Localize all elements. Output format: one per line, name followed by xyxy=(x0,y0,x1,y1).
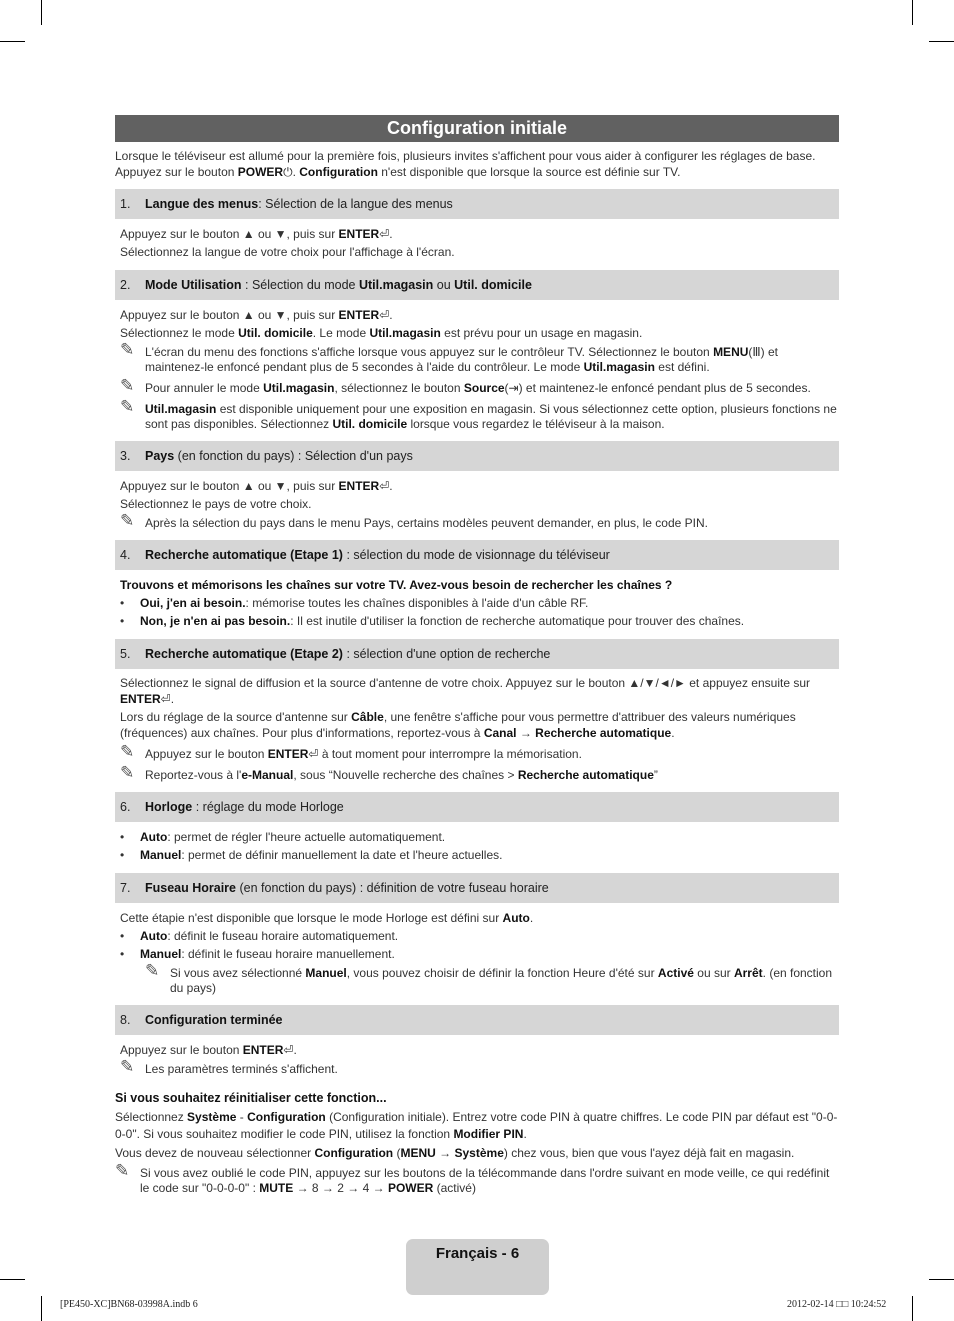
note: ✎ Si vous avez oublié le code PIN, appuyez sur les boutons de la télécommande dans l'ordre suivant en mode veille, ce qui redéfinit le code sur "0-0-0-0" : MUTE → 8 → 2 → 4 → POWER (activé) xyxy=(115,1161,830,1195)
list-item: • Oui, j'en ai besoin.: mémorise toutes les chaînes disponibles à l'aide d'un câble RF. xyxy=(120,596,589,610)
step-7-header: 7. Fuseau Horaire (en fonction du pays) : définition de votre fuseau horaire xyxy=(115,873,839,903)
crop-mark xyxy=(41,1296,42,1321)
note: ✎ Util.magasin est disponible uniquement pour une exposition en magasin. Si vous sélectionnez cette option, plusieurs fonctions ne sont pas disponibles. Sélectionnez Util. domicile lorsque vous regardez le téléviseur à la maison. xyxy=(120,397,837,431)
note-icon: ✎ xyxy=(120,511,135,530)
page-number-tab: Français - 6 xyxy=(406,1239,549,1295)
enter-icon: ⏎ xyxy=(308,747,319,761)
note: ✎ L'écran du menu des fonctions s'affiche lorsque vous appuyez sur le contrôleur TV. Sélectionnez le bouton MENU(Ⅲ) et maintenez-le enfoncé pendant plus de 5 secondes à l'aide du contrôleur. Le mode Util.magasin est défini. xyxy=(120,340,779,374)
enter-icon: ⏎ xyxy=(379,227,390,241)
date-imprint: 2012-02-14 □□ 10:24:52 xyxy=(787,1299,887,1310)
step-7-body: Cette étapie n'est disponible que lorsque le mode Horloge est défini sur Auto. • Auto: définit le fuseau horaire automatiquement. • Manuel: définit le fuseau horaire manuellement. ✎ Si vous avez sélectionné Manuel, vous pouvez choisir de définir la fonction Heure d'été sur Activé ou sur Arrêt. (en fonction du pays) xyxy=(115,909,839,996)
step-6-header: 6. Horloge : réglage du mode Horloge xyxy=(115,792,839,822)
step-5-body: Sélectionnez le signal de diffusion et la source d'antenne de votre choix. Appuyez sur le bouton ▲/▼/◄/► et appuyez ensuite sur ENTER⏎. Lors du réglage de la source d'antenne sur Câble, une fenêtre s'affiche pour vous permettre d'attribuer des valeurs numériques (fréquences) aux chaînes. Pour plus d'informations, reportez-vous à Canal → Recherche automatique. ✎ Appuyez sur le bouton ENTER⏎ à tout moment pour interrompre la mémorisation. ✎ Reportez-vous à l'e-Manual, sous “Nouvelle recherche des chaînes > Recherche automatique” xyxy=(115,675,839,783)
step-5-header: 5. Recherche automatique (Etape 2) : sélection d'une option de recherche xyxy=(115,639,839,669)
step-4-header: 4. Recherche automatique (Etape 1) : sélection du mode de visionnage du téléviseur xyxy=(115,540,839,570)
crop-mark xyxy=(41,0,42,25)
crop-mark xyxy=(912,1296,913,1321)
step-3-body: Appuyez sur le bouton ▲ ou ▼, puis sur ENTER⏎. Sélectionnez le pays de votre choix. ✎ Après la sélection du pays dans le menu Pays, certains modèles peuvent demander, en plus, le code PIN. xyxy=(115,477,839,531)
power-icon: ⏻ xyxy=(283,165,293,179)
step-3-header: 3. Pays (en fonction du pays) : Sélection d'un pays xyxy=(115,441,839,471)
intro-line: Appuyez sur le bouton POWER⏻. Configuration n'est disponible que lorsque la source est définie sur TV. xyxy=(115,165,681,179)
enter-icon: ⏎ xyxy=(160,692,171,706)
crop-mark xyxy=(912,0,913,25)
note: ✎ Les paramètres terminés s'affichent. xyxy=(120,1057,338,1076)
note-icon: ✎ xyxy=(115,1161,130,1180)
note: ✎ Pour annuler le mode Util.magasin, sélectionnez le bouton Source(⇥) et maintenez-le enfoncé pendant plus de 5 secondes. xyxy=(120,376,811,395)
intro-text xyxy=(115,148,839,180)
list-item: • Manuel: définit le fuseau horaire manuellement. xyxy=(120,947,395,961)
reset-body: Sélectionnez Système - Configuration (Configuration initiale). Entrez votre code PIN à quatre chiffres. Le code PIN par défaut est "0-0-0-0". Si vous souhaitez modifier le code PIN, utilisez la fonction Modifier PIN. Vous devez de nouveau sélectionner Configuration (MENU → Système) chez vous, bien que vous l'ayez déjà fait en magasin. ✎ Si vous avez oublié le code PIN, appuyez sur les boutons de la télécommande dans l'ordre suivant en mode veille, ce qui redéfinit le code sur "0-0-0-0" : MUTE → 8 → 2 → 4 → POWER (activé) xyxy=(115,1110,838,1195)
note-icon: ✎ xyxy=(120,1057,135,1076)
step-4-body: Trouvons et mémorisons les chaînes sur votre TV. Avez-vous besoin de rechercher les chaînes ? • Oui, j'en ai besoin.: mémorise toutes les chaînes disponibles à l'aide d'un câble RF. • Non, je n'en ai pas besoin.: Il est inutile d'utiliser la fonction de recherche automatique pour trouver des chaînes. xyxy=(115,576,839,630)
step-2-body: Appuyez sur le bouton ▲ ou ▼, puis sur ENTER⏎. Sélectionnez le mode Util. domicile. Le mode Util.magasin est prévu pour un usage en magasin. ✎ L'écran du menu des fonctions s'affiche lorsque vous appuyez sur le contrôleur TV. Sélectionnez le bouton MENU(Ⅲ) et maintenez-le enfoncé pendant plus de 5 secondes à l'aide du contrôleur. Le mode Util.magasin est défini. ✎ Pour annuler le mode Util.magasin, sélectionnez le bouton Source(⇥) et maintenez-le enfoncé pendant plus de 5 secondes. ✎ Util.magasin est disponible uniquement pour une exposition en magasin. Si vous sélectionnez cette option, plusieurs fonctions ne sont pas disponibles. Sélectionnez Util. domicile lorsque vous regardez le téléviseur à la maison. xyxy=(115,306,839,432)
note-icon: ✎ xyxy=(120,340,135,359)
crop-mark xyxy=(929,1279,954,1280)
note-icon: ✎ xyxy=(120,763,135,782)
list-item: • Manuel: permet de définir manuellement la date et l'heure actuelles. xyxy=(120,848,503,862)
note: ✎ Si vous avez sélectionné Manuel, vous pouvez choisir de définir la fonction Heure d'été sur Activé ou sur Arrêt. (en fonction du pays) xyxy=(145,961,833,995)
list-item: • Auto: définit le fuseau horaire automatiquement. xyxy=(120,929,399,943)
page-title: Configuration initiale xyxy=(115,115,839,142)
note-icon: ✎ xyxy=(120,397,135,416)
note: ✎ Appuyez sur le bouton ENTER⏎ à tout moment pour interrompre la mémorisation. xyxy=(120,742,582,761)
note: ✎ Après la sélection du pays dans le menu Pays, certains modèles peuvent demander, en plus, le code PIN. xyxy=(120,511,708,530)
list-item: • Non, je n'en ai pas besoin.: Il est inutile d'utiliser la fonction de recherche automatique pour trouver des chaînes. xyxy=(120,614,745,628)
intro-line: Lorsque le téléviseur est allumé pour la première fois, plusieurs invites s'affichent pour vous aider à configurer les réglages de base. xyxy=(115,149,816,163)
step-1-header: 1. Langue des menus: Sélection de la langue des menus xyxy=(115,189,839,219)
note-icon: ✎ xyxy=(120,376,135,395)
crop-mark xyxy=(0,1279,25,1280)
step-8-body: Appuyez sur le bouton ENTER⏎. ✎ Les paramètres terminés s'affichent. xyxy=(115,1041,839,1077)
page-content xyxy=(115,115,839,1196)
enter-icon: ⏎ xyxy=(283,1043,294,1057)
note-icon: ✎ xyxy=(145,961,160,980)
reset-heading: Si vous souhaitez réinitialiser cette fonction... xyxy=(115,1091,387,1105)
note: ✎ Reportez-vous à l'e-Manual, sous “Nouvelle recherche des chaînes > Recherche automatique” xyxy=(120,763,658,782)
step-8-header: 8. Configuration terminée xyxy=(115,1005,839,1035)
step-1-body: Appuyez sur le bouton ▲ ou ▼, puis sur ENTER⏎. Sélectionnez la langue de votre choix pour l'affichage à l'écran. xyxy=(120,227,455,259)
note-icon: ✎ xyxy=(120,742,135,761)
list-item: • Auto: permet de régler l'heure actuelle automatiquement. xyxy=(120,830,446,844)
step-6-body xyxy=(115,828,839,864)
file-imprint: [PE450-XC]BN68-03998A.indb 6 xyxy=(60,1299,198,1310)
crop-mark xyxy=(929,41,954,42)
crop-mark xyxy=(0,41,25,42)
enter-icon: ⏎ xyxy=(379,479,390,493)
enter-icon: ⏎ xyxy=(379,308,390,322)
step-2-header: 2. Mode Utilisation : Sélection du mode Util.magasin ou Util. domicile xyxy=(115,270,839,300)
